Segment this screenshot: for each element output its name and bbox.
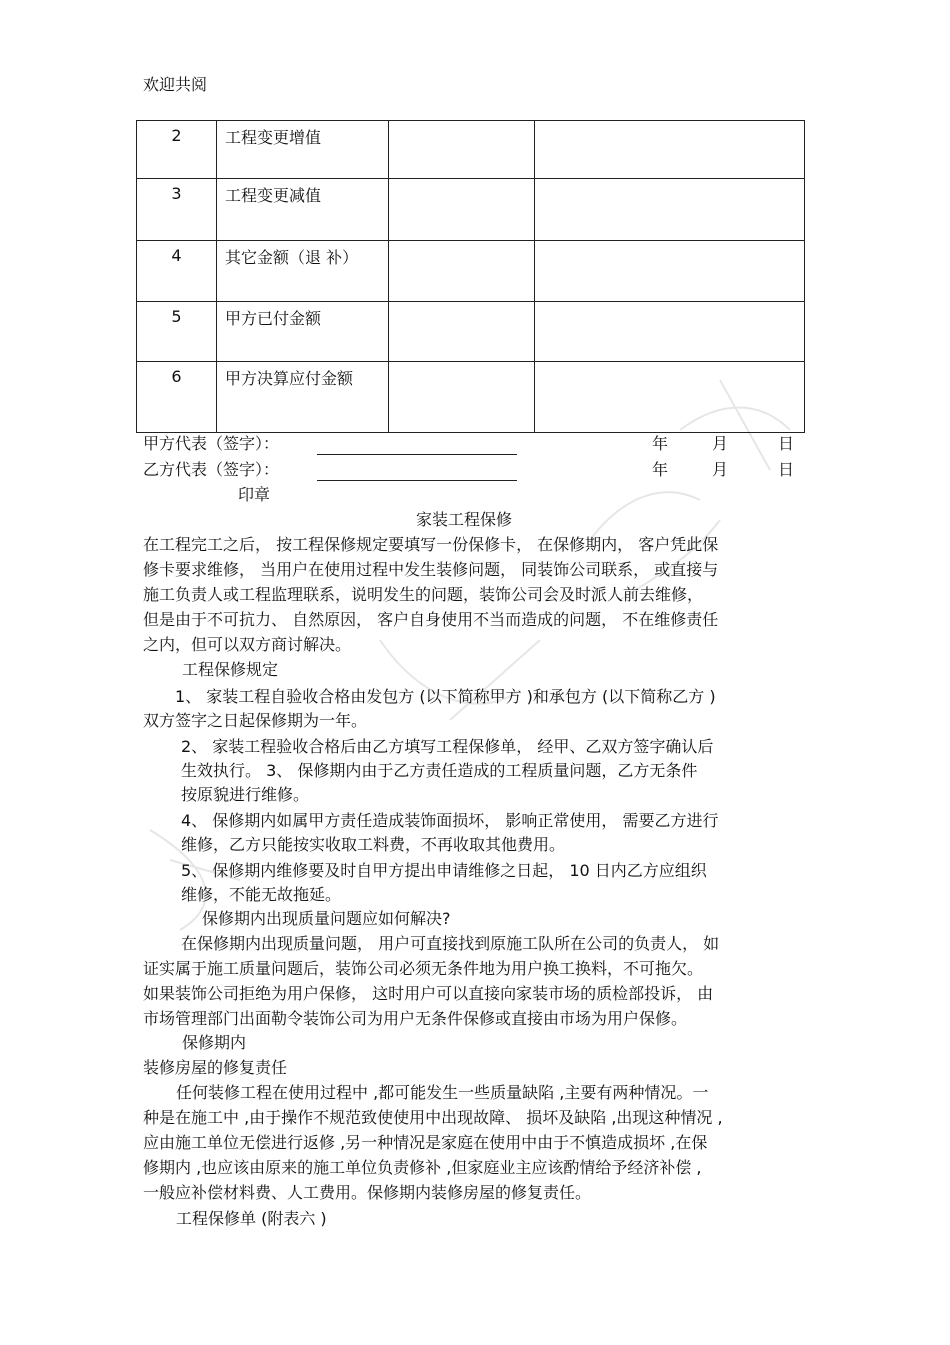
party-a-signature-field[interactable]	[317, 440, 517, 459]
settlement-table	[136, 120, 805, 433]
rule-line: 双方签字之日起保修期为一年。	[143, 711, 368, 730]
row-number: 3	[137, 179, 217, 241]
row-amount	[389, 179, 535, 241]
rule-line: 1、 家装工程自验收合格由发包方 (以下简称甲方 )和承包方 (以下简称乙方 )	[175, 687, 716, 706]
table-row	[137, 302, 805, 362]
row-item: 工程变更减值	[217, 179, 389, 241]
rule-line: 4、 保修期内如属甲方责任造成装饰面损坏， 影响正常使用， 需要乙方进行	[181, 811, 719, 830]
row-amount	[389, 362, 535, 433]
party-a-day: 日	[778, 434, 795, 453]
party-b-year: 年	[652, 460, 669, 479]
row-item: 甲方决算应付金额	[217, 362, 389, 433]
party-a-signature-label: 甲方代表（签字）：	[143, 434, 280, 453]
row-remark	[535, 121, 805, 179]
answer-line: 市场管理部门出面勒令装饰公司为用户无条件保修或直接由市场为用户保修。	[143, 1009, 688, 1028]
party-a-month: 月	[712, 434, 729, 453]
seal-label: 印章	[238, 485, 271, 504]
question-heading: 保修期内出现质量问题应如何解决?	[202, 909, 451, 928]
rule-line: 维修，不能无故拖延。	[181, 885, 342, 904]
repair-line: 种是在施工中 ,由于操作不规范致使使用中出现故障、 损坏及缺陷 ,出现这种情况 ,	[143, 1108, 723, 1127]
rule-line: 维修，乙方只能按实收取工料费，不再收取其他费用。	[181, 835, 566, 854]
row-number: 5	[137, 302, 217, 362]
party-b-month: 月	[712, 460, 729, 479]
row-item: 其它金额（退 补）	[217, 241, 389, 302]
table-row	[137, 121, 805, 179]
warranty-period-label: 保修期内	[182, 1033, 247, 1052]
intro-line: 之内，但可以双方商讨解决。	[143, 635, 352, 654]
party-b-signature-field[interactable]	[317, 466, 517, 485]
intro-line: 修卡要求维修， 当用户在使用过程中发生装修问题， 同装饰公司联系， 或直接与	[143, 560, 719, 579]
row-amount	[389, 302, 535, 362]
repair-heading: 装修房屋的修复责任	[143, 1058, 288, 1077]
repair-line: 一般应补偿材料费、人工费用。保修期内装修房屋的修复责任。	[143, 1183, 592, 1202]
party-b-day: 日	[778, 460, 795, 479]
section-title: 家装工程保修	[416, 510, 513, 529]
row-remark	[535, 179, 805, 241]
row-remark	[535, 362, 805, 433]
rule-line: 按原貌进行维修。	[181, 785, 310, 804]
repair-line: 任何装修工程在使用过程中 ,都可能发生一些质量缺陷 ,主要有两种情况。一	[176, 1083, 709, 1102]
page-header: 欢迎共阅	[143, 75, 208, 94]
answer-line: 在保修期内出现质量问题， 用户可直接找到原施工队所在公司的负责人， 如	[181, 934, 720, 953]
intro-line: 但是由于不可抗力、 自然原因， 客户自身使用不当而造成的问题， 不在维修责任	[143, 610, 719, 629]
table-row	[137, 241, 805, 302]
repair-line: 应由施工单位无偿进行返修 ,另一种情况是家庭在使用中由于不慎造成损坏 ,在保	[143, 1133, 708, 1152]
table-row	[137, 362, 805, 433]
rule-line: 5、 保修期内维修要及时自甲方提出申请维修之日起， 10 日内乙方应组织	[181, 861, 707, 880]
row-item: 工程变更增值	[217, 121, 389, 179]
party-b-signature-label: 乙方代表（签字）：	[143, 460, 280, 479]
intro-line: 施工负责人或工程监理联系，说明发生的问题，装饰公司会及时派人前去维修，	[143, 585, 704, 604]
rule-line: 生效执行。 3、 保修期内由于乙方责任造成的工程质量问题，乙方无条件	[181, 761, 698, 780]
form-label: 工程保修单 (附表六 )	[176, 1209, 327, 1228]
answer-line: 证实属于施工质量问题后，装饰公司必须无条件地为用户换工换料，不可拖欠。	[143, 959, 704, 978]
party-a-year: 年	[652, 434, 669, 453]
row-number: 2	[137, 121, 217, 179]
row-number: 4	[137, 241, 217, 302]
repair-line: 修期内 ,也应该由原来的施工单位负责修补 ,但家庭业主应该酌情给予经济补偿 ,	[143, 1158, 702, 1177]
rules-heading: 工程保修规定	[182, 660, 279, 679]
intro-line: 在工程完工之后， 按工程保修规定要填写一份保修卡， 在保修期内， 客户凭此保	[143, 535, 719, 554]
row-item: 甲方已付金额	[217, 302, 389, 362]
row-remark	[535, 241, 805, 302]
row-number: 6	[137, 362, 217, 433]
row-amount	[389, 241, 535, 302]
row-remark	[535, 302, 805, 362]
table-row	[137, 179, 805, 241]
rule-line: 2、 家装工程验收合格后由乙方填写工程保修单， 经甲、乙双方签字确认后	[181, 737, 714, 756]
row-amount	[389, 121, 535, 179]
answer-line: 如果装饰公司拒绝为用户保修， 这时用户可以直接向家装市场的质检部投诉， 由	[143, 984, 714, 1003]
